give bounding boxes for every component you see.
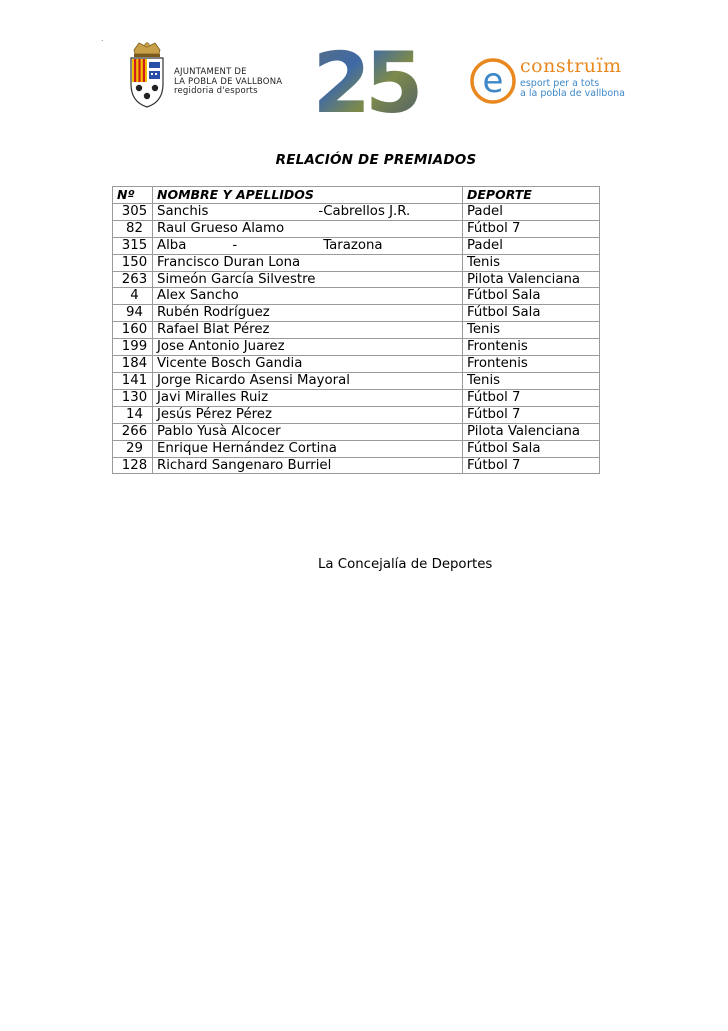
row-name: Pablo Yusà Alcocer — [153, 423, 463, 440]
anniversary-number: 25 — [312, 34, 418, 132]
row-name — [153, 237, 463, 254]
row-sport: Frontenis — [463, 356, 600, 373]
table-row — [113, 339, 600, 356]
row-name: Simeón García Silvestre — [153, 271, 463, 288]
row-name-part: -Cabrellos J.R. — [318, 203, 411, 219]
row-name: Jesús Pérez Pérez — [153, 406, 463, 423]
construim-tagline-line2: a la pobla de vallbona — [520, 88, 625, 99]
row-name: Francisco Duran Lona — [153, 254, 463, 271]
page-title-text: RELACIÓN DE PREMIADOS — [275, 152, 477, 168]
stray-mark: . — [101, 34, 104, 43]
table-row — [113, 220, 600, 237]
row-num: 141 — [113, 372, 153, 389]
table-row — [113, 254, 600, 271]
row-num: 94 — [113, 305, 153, 322]
row-num: 263 — [113, 271, 153, 288]
row-name: Richard Sangenaro Burriel — [153, 457, 463, 474]
row-name: Jose Antonio Juarez — [153, 339, 463, 356]
row-num: 4 — [113, 288, 153, 305]
header-sport: DEPORTE — [463, 187, 600, 204]
coat-of-arms-icon — [126, 40, 168, 110]
row-sport: Fútbol Sala — [463, 440, 600, 457]
row-name: Vicente Bosch Gandia — [153, 356, 463, 373]
anniversary-25-logo — [312, 34, 418, 132]
esport-e-icon — [470, 58, 516, 104]
table-row — [113, 389, 600, 406]
row-name: Raul Grueso Alamo — [153, 220, 463, 237]
construim-wordmark: construïm — [520, 55, 622, 77]
row-num: 14 — [113, 406, 153, 423]
row-name: Alex Sancho — [153, 288, 463, 305]
row-num: 305 — [113, 203, 153, 220]
row-num: 130 — [113, 389, 153, 406]
table-row — [113, 372, 600, 389]
row-sport: Fútbol 7 — [463, 220, 600, 237]
table-header-row — [113, 187, 600, 204]
row-name — [153, 203, 463, 220]
row-sport: Padel — [463, 237, 600, 254]
table-row — [113, 271, 600, 288]
row-sport: Fútbol Sala — [463, 305, 600, 322]
row-name: Rubén Rodríguez — [153, 305, 463, 322]
signature-text: La Concejalía de Deportes — [318, 557, 493, 572]
row-sport: Fútbol 7 — [463, 389, 600, 406]
table-row — [113, 440, 600, 457]
table-row — [113, 203, 600, 220]
row-name: Jorge Ricardo Asensi Mayoral — [153, 372, 463, 389]
table-row — [113, 322, 600, 339]
row-sport: Tenis — [463, 372, 600, 389]
construim-tagline — [520, 79, 625, 99]
header-name: NOMBRE Y APELLIDOS — [153, 187, 463, 204]
row-name: Javi Miralles Ruiz — [153, 389, 463, 406]
anniversary-25-graphic — [312, 34, 418, 132]
table-row — [113, 423, 600, 440]
row-name: Rafael Blat Pérez — [153, 322, 463, 339]
row-sport: Pilota Valenciana — [463, 423, 600, 440]
row-sport: Pilota Valenciana — [463, 271, 600, 288]
table-row — [113, 288, 600, 305]
svg-text:e: e — [482, 61, 504, 101]
construim-logo — [470, 57, 630, 113]
ajuntament-line1: AJUNTAMENT DE — [174, 67, 247, 77]
row-num: 160 — [113, 322, 153, 339]
row-num: 29 — [113, 440, 153, 457]
row-sport: Tenis — [463, 322, 600, 339]
page-title — [0, 152, 728, 168]
row-num: 315 — [113, 237, 153, 254]
row-num: 150 — [113, 254, 153, 271]
row-sport: Tenis — [463, 254, 600, 271]
winners-table — [112, 186, 600, 474]
ajuntament-logo — [126, 40, 283, 110]
row-sport: Frontenis — [463, 339, 600, 356]
row-name-part: - — [232, 237, 238, 253]
table-row — [113, 457, 600, 474]
ajuntament-text — [174, 68, 282, 97]
row-num: 184 — [113, 356, 153, 373]
table-row — [113, 406, 600, 423]
row-name-part: Alba — [157, 237, 187, 253]
table-row — [113, 356, 600, 373]
row-name: Enrique Hernández Cortina — [153, 440, 463, 457]
header-num: Nº — [113, 187, 153, 204]
ajuntament-line3: regidoria d'esports — [174, 86, 258, 96]
ajuntament-line2: LA POBLA DE VALLBONA — [174, 76, 283, 87]
row-name-part: Tarazona — [323, 237, 383, 253]
row-num: 128 — [113, 457, 153, 474]
row-sport: Fútbol 7 — [463, 457, 600, 474]
row-num: 82 — [113, 220, 153, 237]
row-name-part: Sanchis — [157, 203, 209, 219]
row-num: 199 — [113, 339, 153, 356]
table-row — [113, 305, 600, 322]
row-sport: Fútbol 7 — [463, 406, 600, 423]
table-row — [113, 237, 600, 254]
row-sport: Fútbol Sala — [463, 288, 600, 305]
row-num: 266 — [113, 423, 153, 440]
construim-tagline-line1: esport per a tots — [520, 78, 600, 89]
row-sport: Padel — [463, 203, 600, 220]
